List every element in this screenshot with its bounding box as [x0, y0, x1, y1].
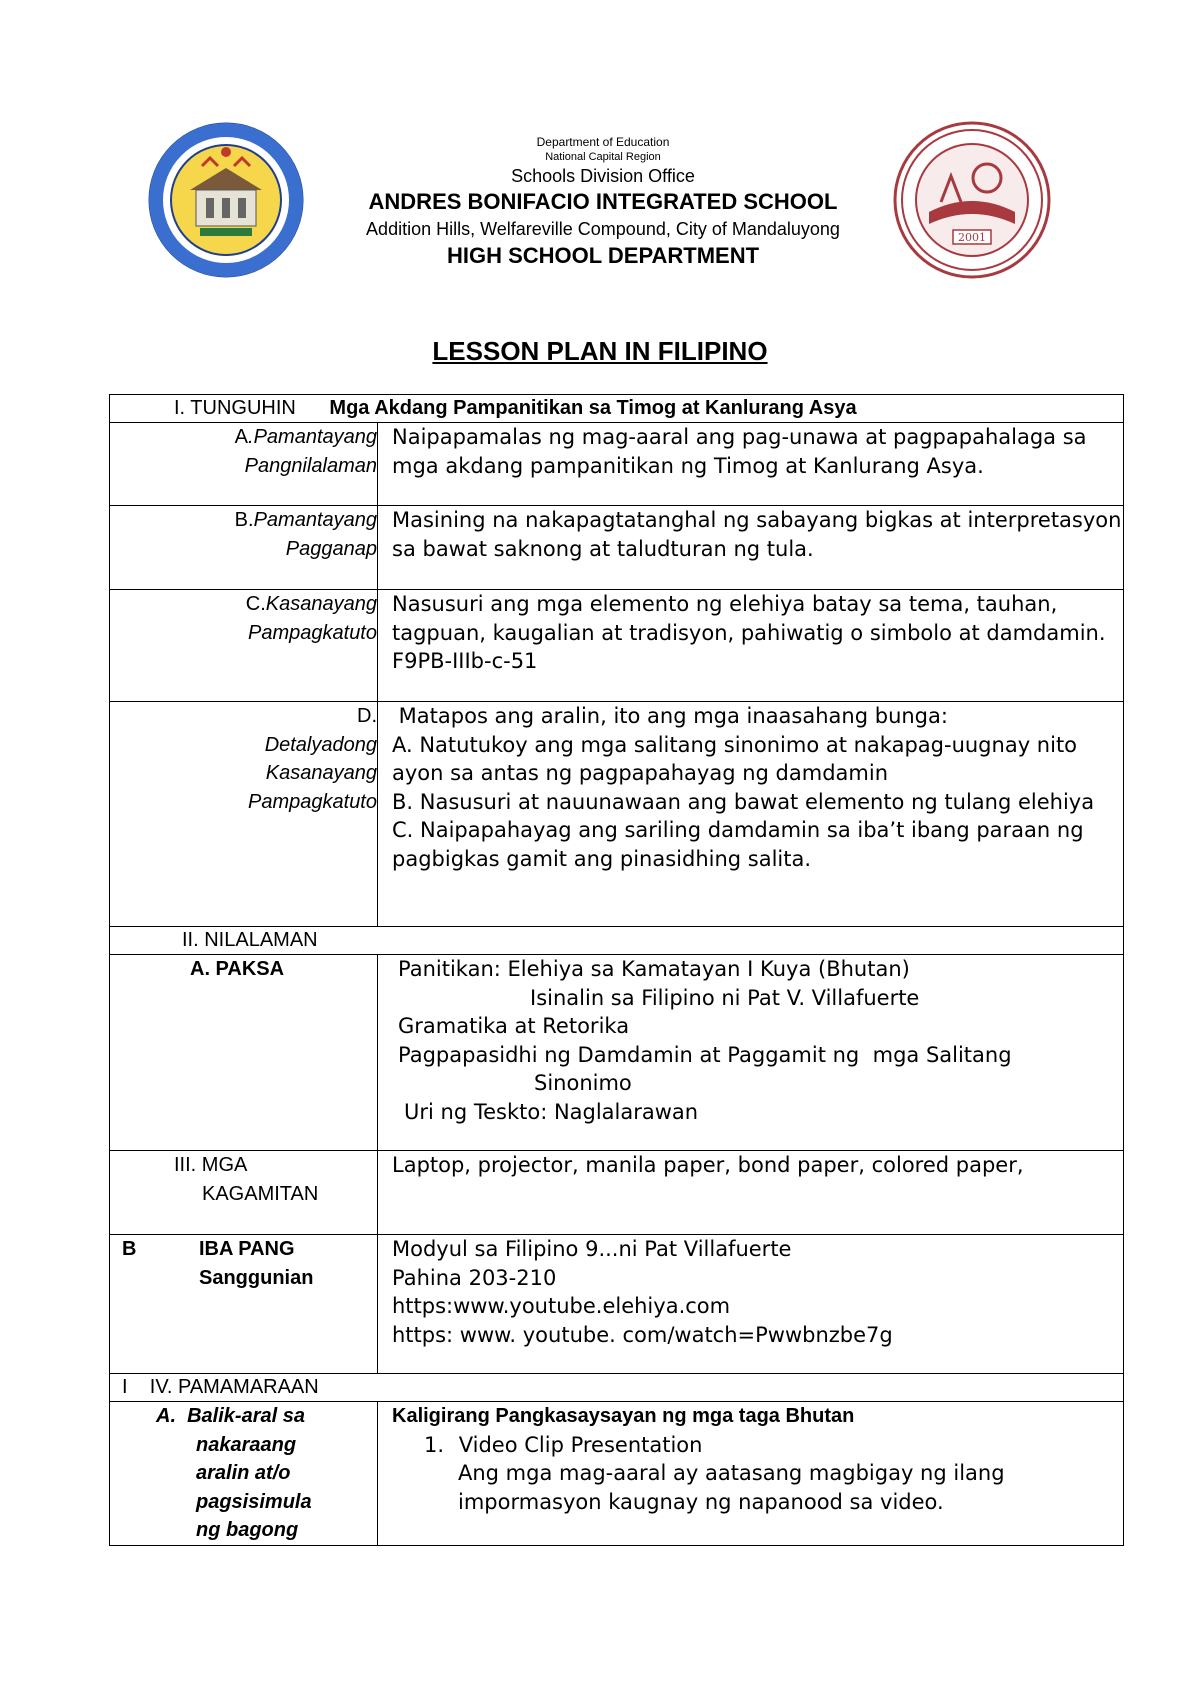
nilalaman-row	[110, 927, 1124, 955]
paksa-label: A. PAKSA	[110, 955, 378, 1151]
row-b-letter: B.	[234, 509, 254, 531]
iba-label-1: IBA PANG	[199, 1238, 295, 1260]
paksa-row	[110, 955, 1124, 1151]
iba-letter: B	[122, 1238, 137, 1260]
lesson-plan-table	[109, 394, 1124, 1546]
row-d-label-2: Kasanayang	[265, 762, 377, 784]
row-b-label-2: Pagganap	[285, 537, 377, 560]
tunguhin-row	[110, 395, 1124, 423]
row-c-label-1: Kasanayang	[265, 593, 377, 615]
balik-item-number: 1.	[424, 1432, 445, 1457]
row-d-intro: Matapos ang aralin, ito ang mga inaasahang bunga:	[392, 704, 948, 728]
row-d-label-1: Detalyadong	[264, 733, 377, 756]
pamamaraan-label: I IV. PAMAMARAAN	[110, 1374, 1124, 1402]
page-title: LESSON PLAN IN FILIPINO	[432, 336, 768, 366]
balik-aral-row	[110, 1402, 1124, 1546]
paksa-line: Sinonimo	[534, 1071, 632, 1095]
schools-division-office-seal	[146, 122, 306, 278]
row-c-label-2: Pampagkatuto	[248, 621, 377, 644]
school-address: Addition Hills, Welfareville Compound, City of Mandaluyong	[366, 219, 840, 239]
balik-item-title: Video Clip Presentation	[458, 1432, 703, 1457]
balik-label-4: pagsisimula	[196, 1490, 312, 1513]
reference-line: Pahina 203-210	[392, 1265, 557, 1290]
paksa-line: Isinalin sa Filipino ni Pat V. Villafuerte	[530, 985, 920, 1010]
row-a-value: Naipapamalas ng mag-aaral ang pag-unawa at pagpapahalaga sa mga akdang pampanitikan ng Timog at Kanlurang Asya.	[378, 423, 1124, 506]
paksa-line: Pagpapasidhi ng Damdamin at Paggamit ng mga Salitang	[398, 1042, 1012, 1067]
pamamaraan-row	[110, 1374, 1124, 1402]
tunguhin-label: I. TUNGUHIN	[174, 397, 296, 419]
iba-label-2: Sanggunian	[199, 1266, 314, 1289]
balik-item-description: Ang mga mag-aaral ay aatasang magbigay ng ilang impormasyon kaugnay ng napanood sa video.	[458, 1461, 1005, 1514]
region-line: National Capital Region	[545, 151, 661, 163]
kagamitan-label-2: KAGAMITAN	[202, 1182, 319, 1205]
pamantayang-pangnilalaman-row	[110, 423, 1124, 506]
row-b-label-1: Pamantayang	[253, 509, 377, 531]
division-line: Schools Division Office	[511, 166, 695, 186]
kagamitan-label-1: III. MGA	[174, 1154, 248, 1176]
kagamitan-value: Laptop, projector, manila paper, bond paper, colored paper,	[378, 1151, 1124, 1235]
nilalaman-label: II. NILALAMAN	[110, 927, 1124, 955]
school-name: ANDRES BONIFACIO INTEGRATED SCHOOL	[368, 189, 838, 214]
row-a-label-2: Pangnilalaman	[244, 454, 377, 477]
deped-line: Department of Education	[536, 135, 670, 149]
reference-link: https: www. youtube. com/watch=Pwwbnzbe7g	[392, 1322, 893, 1347]
kasanayang-pampagkatuto-row	[110, 590, 1124, 702]
iba-pang-sanggunian-row	[110, 1235, 1124, 1374]
paksa-line: Gramatika at Retorika	[398, 1014, 630, 1038]
letterhead	[0, 120, 1200, 280]
objective-item: B. Nasusuri at nauunawaan ang bawat elemento ng tulang elehiya	[392, 789, 1095, 814]
row-c-letter: C.	[245, 593, 266, 615]
balik-label-2: nakaraang	[196, 1433, 297, 1456]
tunguhin-value: Mga Akdang Pampanitikan sa Timog at Kanlurang Asya	[329, 397, 857, 419]
row-a-letter: A	[234, 426, 249, 448]
row-d-label-3: Pampagkatuto	[248, 790, 377, 813]
paksa-line: Panitikan: Elehiya sa Kamatayan I Kuya (Bhutan)	[398, 957, 910, 981]
balik-label-5: ng bagong	[196, 1519, 299, 1541]
balik-label-3: aralin at/o	[196, 1462, 291, 1484]
balik-heading: Kaligirang Pangkasaysayan ng mga taga Bhutan	[392, 1405, 855, 1427]
pamantayang-pagganap-row	[110, 506, 1124, 590]
row-c-value: Nasusuri ang mga elemento ng elehiya batay sa tema, tauhan, tagpuan, kaugalian at tradisyon, pahiwatig o simbolo at damdamin. F9PB-IIIb-c-51	[378, 590, 1124, 702]
paksa-line: Uri ng Teskto: Naglalarawan	[404, 1099, 699, 1124]
reference-line: Modyul sa Filipino 9...ni Pat Villafuerte	[392, 1237, 792, 1261]
row-a-label-1: .Pamantayang	[248, 426, 377, 448]
balik-label-1: A. Balik-aral sa	[156, 1405, 305, 1427]
reference-link: https:www.youtube.elehiya.com	[392, 1294, 731, 1318]
detalyadong-kasanayang-row	[110, 702, 1124, 927]
objective-item: C. Naipapahayag ang sariling damdamin sa iba’t ibang paraan ng pagbigkas gamit ang pinasidhing salita.	[392, 818, 1084, 871]
objective-item: A. Natutukoy ang mga salitang sinonimo at nakapag-uugnay nito ayon sa antas ng pagpapahayag ng damdamin	[392, 732, 1078, 785]
school-seal	[891, 120, 1053, 280]
department-line: HIGH SCHOOL DEPARTMENT	[446, 243, 760, 268]
seal-year: 2001	[958, 231, 986, 244]
row-d-letter: D.	[357, 705, 377, 727]
kagamitan-row	[110, 1151, 1124, 1235]
row-b-value: Masining na nakapagtatanghal ng sabayang bigkas at interpretasyon sa bawat saknong at taludturan ng tula.	[378, 506, 1124, 590]
